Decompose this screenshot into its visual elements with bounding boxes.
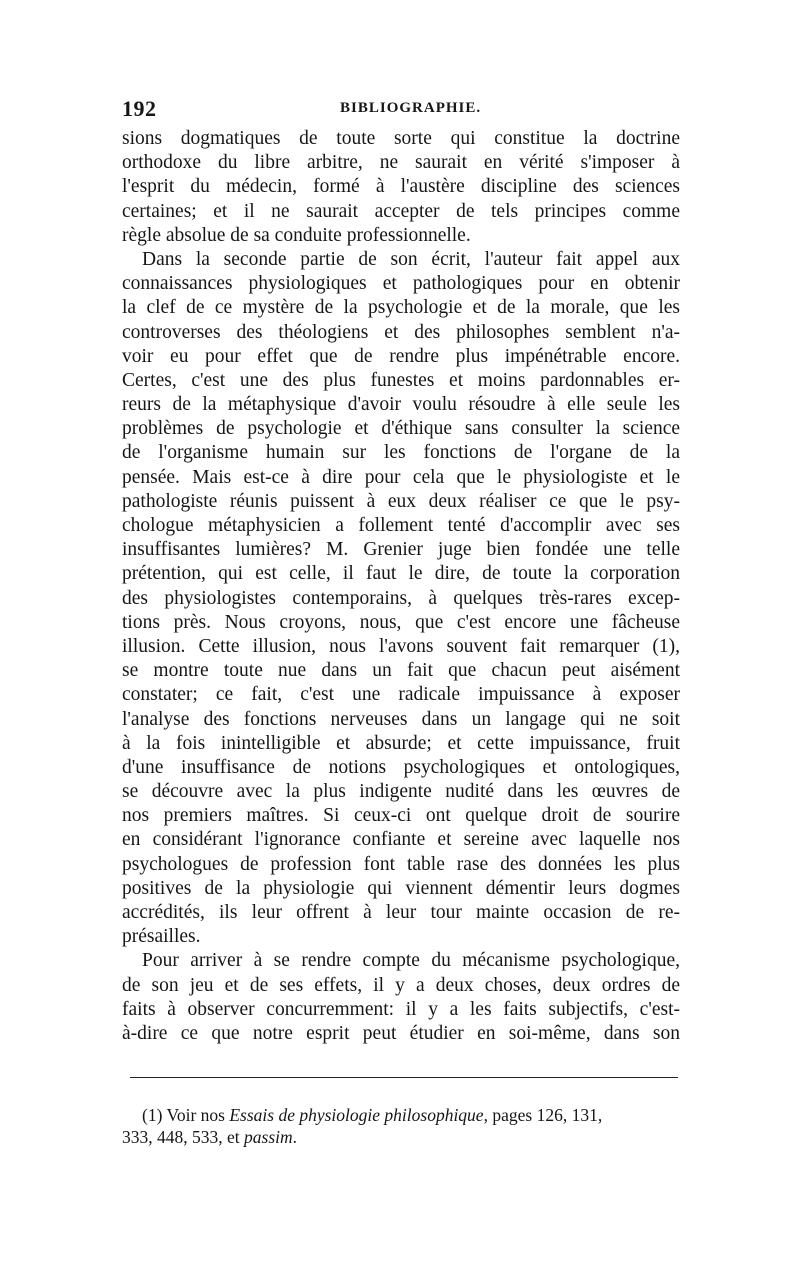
text-line: des physiologistes contemporains, à quelques très-rares excep- [122, 587, 680, 609]
footnote-pages-cont: 333, 448, 533, et [122, 1127, 245, 1147]
text-line: constater; ce fait, c'est une radicale impuissance à exposer [122, 684, 680, 706]
text-line: nos premiers maîtres. Si ceux-ci ont quelque droit de sourire [122, 805, 680, 827]
page-number: 192 [122, 96, 157, 121]
text-line: à la fois inintelligible et absurde; et cette impuissance, fruit [122, 732, 680, 754]
text-line: à-dire ce que notre esprit peut étudier en soi-même, dans son [122, 1022, 680, 1044]
footnote-line [122, 1126, 680, 1148]
text-line: tions près. Nous croyons, nous, que c'est encore une fâcheuse [122, 611, 680, 633]
text-line: présailles. [122, 926, 201, 948]
text-line: d'une insuffisance de notions psychologiques et ontologiques, [122, 756, 680, 778]
footnote [122, 1104, 680, 1148]
text-line: problèmes de psychologie et d'éthique sans consulter la science [122, 418, 680, 440]
text-line: reurs de la métaphysique d'avoir voulu résoudre à elle seule les [122, 394, 680, 416]
text-line: illusion. Cette illusion, nous l'avons souvent fait remarquer (1), [122, 635, 680, 657]
text-line: de son jeu et de ses effets, il y a deux choses, deux ordres de [122, 974, 680, 996]
text-line: pathologiste réunis puissent à eux deux réaliser ce que le psy- [122, 490, 680, 512]
text-line: faits à observer concurremment: il y a les faits subjectifs, c'est- [122, 998, 680, 1020]
text-line: positives de la physiologie qui viennent démentir leurs dogmes [122, 877, 680, 899]
text-line: prétention, qui est celle, il faut le dire, de toute la corporation [122, 563, 680, 585]
body-text [122, 127, 680, 1046]
text-line: orthodoxe du libre arbitre, ne saurait en vérité s'imposer à [122, 152, 680, 174]
text-line: pensée. Mais est-ce à dire pour cela que le physiologiste et le [122, 466, 680, 488]
text-line: accrédités, ils leur offrent à leur tour mainte occasion de re- [122, 902, 680, 923]
text-line: se découvre avec la plus indigente nudité dans les œuvres de [122, 781, 680, 803]
text-line: de l'organisme humain sur les fonctions de l'organe de la [122, 442, 680, 464]
footnote-line [122, 1104, 680, 1126]
footnote-cited-title: Essais de physiologie philosophique [229, 1105, 484, 1125]
text-line: psychologues de profession font table rase des données les plus [122, 853, 680, 875]
text-line: Dans la seconde partie de son écrit, l'auteur fait appel aux [142, 248, 680, 270]
footnote-prefix: (1) Voir nos [142, 1105, 230, 1125]
text-line: Certes, c'est une des plus funestes et moins pardonnables er- [122, 369, 680, 391]
text-line: règle absolue de sa conduite professionnelle. [122, 224, 471, 246]
text-line: se montre toute nue dans un fait que chacun peut aisément [122, 660, 680, 682]
running-head: BIBLIOGRAPHIE. [340, 100, 482, 116]
text-line: Pour arriver à se rendre compte du mécanisme psychologique, [142, 950, 680, 972]
footnote-separator-rule [130, 1077, 678, 1078]
text-line: controverses des théologiens et des philosophes semblent n'a- [122, 321, 680, 343]
text-line: en considérant l'ignorance confiante et sereine avec laquelle nos [122, 829, 680, 851]
text-line: connaissances physiologiques et pathologiques pour en obtenir [122, 273, 680, 295]
page-header [122, 96, 682, 124]
text-line: la clef de ce mystère de la psychologie et de la morale, que les [122, 297, 680, 319]
text-line: sions dogmatiques de toute sorte qui constitue la doctrine [122, 128, 680, 149]
text-line: l'esprit du médecin, formé à l'austère discipline des sciences [122, 176, 680, 198]
footnote-end: . [292, 1127, 298, 1147]
text-line: insuffisantes lumières? M. Grenier juge bien fondée une telle [122, 539, 680, 561]
text-line: voir eu pour effet que de rendre plus impénétrable encore. [122, 345, 680, 367]
text-line: l'analyse des fonctions nerveuses dans un langage qui ne soit [122, 708, 680, 730]
text-line: certaines; et il ne saurait accepter de tels principes comme [122, 200, 680, 222]
text-line: chologue métaphysicien a follement tenté d'accomplir avec ses [122, 515, 680, 536]
footnote-passim: passim [244, 1127, 293, 1147]
footnote-pages: , pages 126, 131, [483, 1105, 603, 1125]
